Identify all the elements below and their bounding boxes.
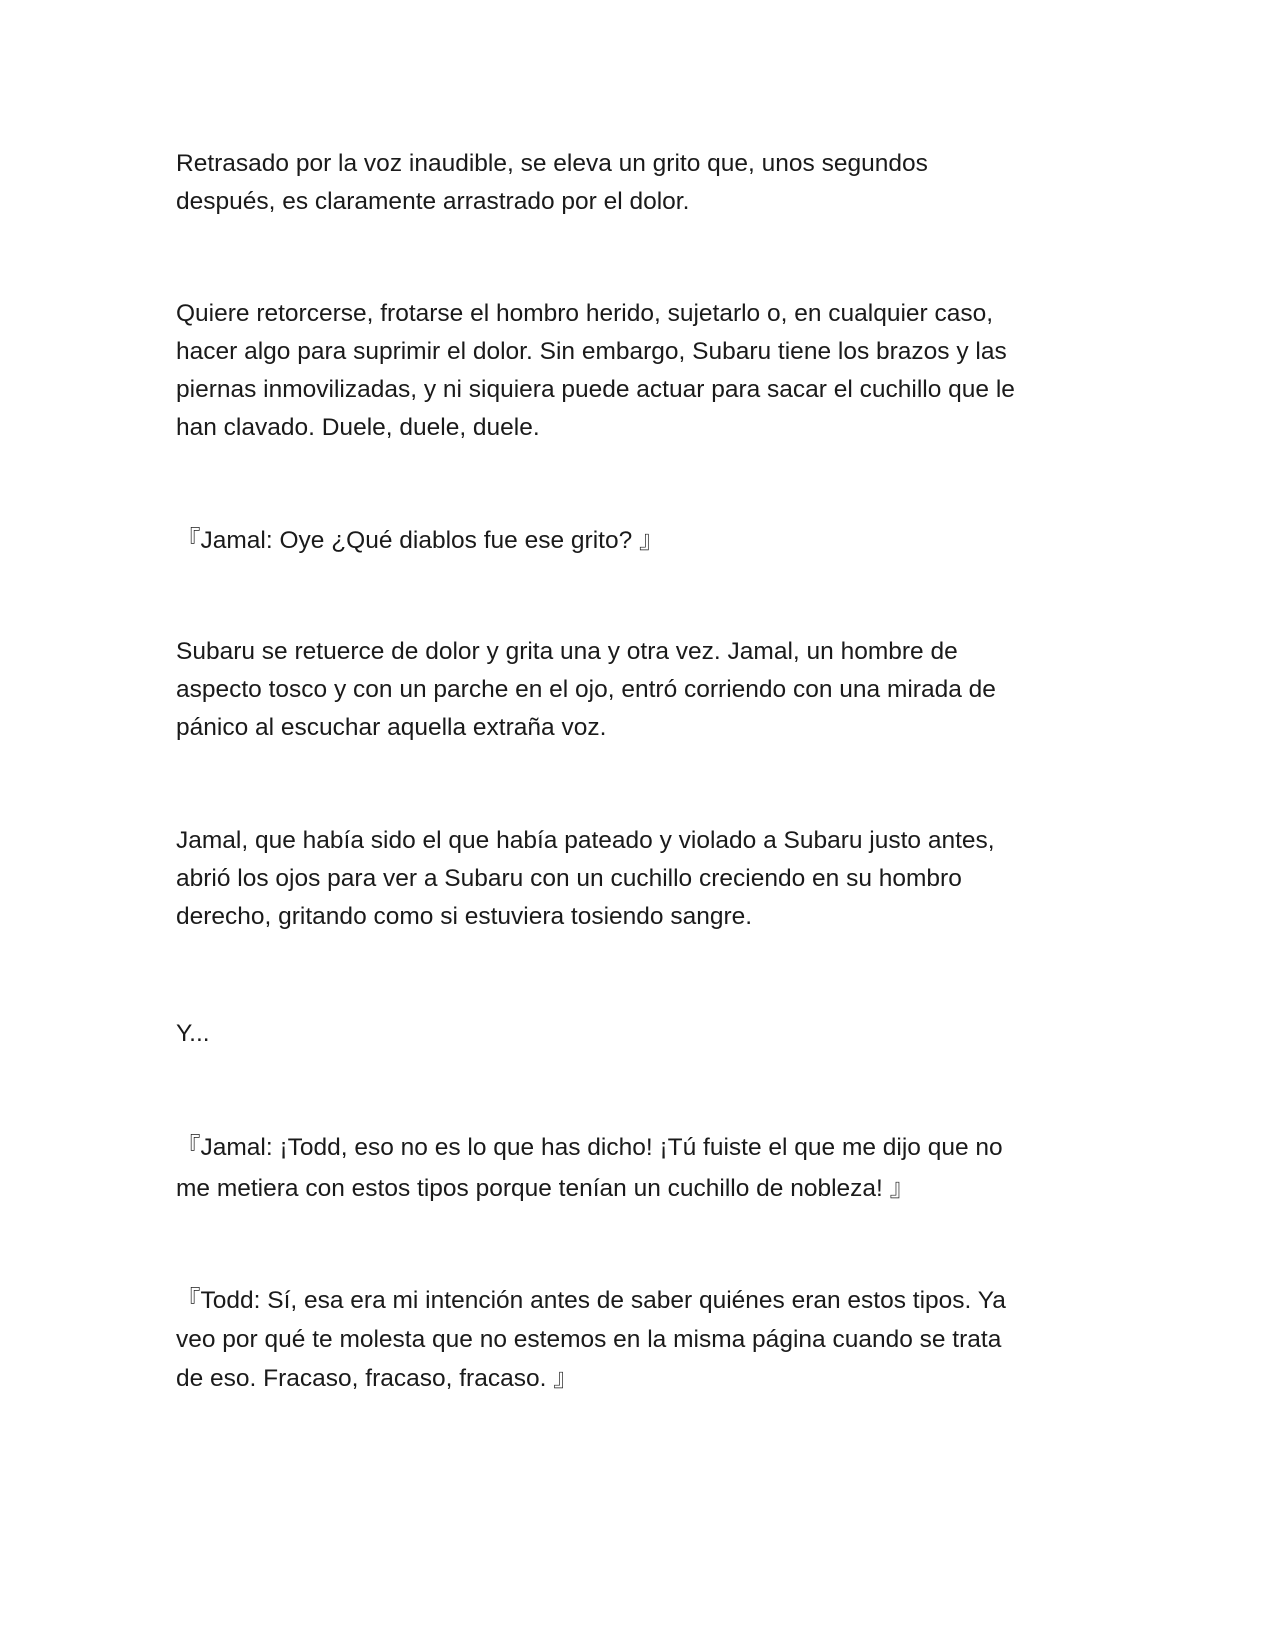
- paragraph-line: han clavado. Duele, duele, duele.: [176, 414, 540, 441]
- paragraph-line: pánico al escuchar aquella extraña voz.: [176, 714, 607, 741]
- dialogue-todd: [176, 1281, 1091, 1398]
- paragraph-6: [176, 1015, 1091, 1053]
- paragraph-line: derecho, gritando como si estuviera tosiendo sangre.: [176, 903, 753, 930]
- paragraph-line: Quiere retorcerse, frotarse el hombro herido, sujetarlo o, en cualquier caso,: [176, 300, 994, 327]
- paragraph-line: Y...: [176, 1020, 210, 1047]
- paragraph-line: me metiera con estos tipos porque tenían un cuchillo de nobleza! 』: [176, 1175, 915, 1202]
- paragraph-line: Retrasado por la voz inaudible, se eleva un grito que, unos segundos: [176, 150, 928, 177]
- paragraph-line: Subaru se retuerce de dolor y grita una y otra vez. Jamal, un hombre de: [176, 638, 958, 665]
- paragraph-1: [176, 145, 1091, 221]
- paragraph-line: de eso. Fracaso, fracaso, fracaso. 』: [176, 1365, 578, 1392]
- paragraph-line: Jamal, que había sido el que había pateado y violado a Subaru justo antes,: [176, 827, 995, 854]
- paragraph-line: hacer algo para suprimir el dolor. Sin embargo, Subaru tiene los brazos y las: [176, 338, 1007, 365]
- paragraph-line: 『Todd: Sí, esa era mi intención antes de saber quiénes eran estos tipos. Ya: [176, 1287, 1006, 1314]
- paragraph-4: [176, 633, 1091, 747]
- paragraph-line: veo por qué te molesta que no estemos en la misma página cuando se trata: [176, 1326, 1002, 1353]
- paragraph-line: aspecto tosco y con un parche en el ojo, entró corriendo con una mirada de: [176, 676, 996, 703]
- dialogue-jamal-1: [176, 522, 1091, 560]
- paragraph-line: 『Jamal: ¡Todd, eso no es lo que has dicho! ¡Tú fuiste el que me dijo que no: [176, 1134, 1003, 1161]
- dialogue-jamal-2: [176, 1127, 1091, 1209]
- paragraph-line: después, es claramente arrastrado por el dolor.: [176, 188, 690, 215]
- paragraph-line: 『Jamal: Oye ¿Qué diablos fue ese grito? 』: [176, 527, 664, 554]
- paragraph-line: piernas inmovilizadas, y ni siquiera puede actuar para sacar el cuchillo que le: [176, 376, 1015, 403]
- paragraph-line: abrió los ojos para ver a Subaru con un cuchillo creciendo en su hombro: [176, 865, 962, 892]
- paragraph-5: [176, 822, 1091, 936]
- paragraph-2: [176, 295, 1091, 447]
